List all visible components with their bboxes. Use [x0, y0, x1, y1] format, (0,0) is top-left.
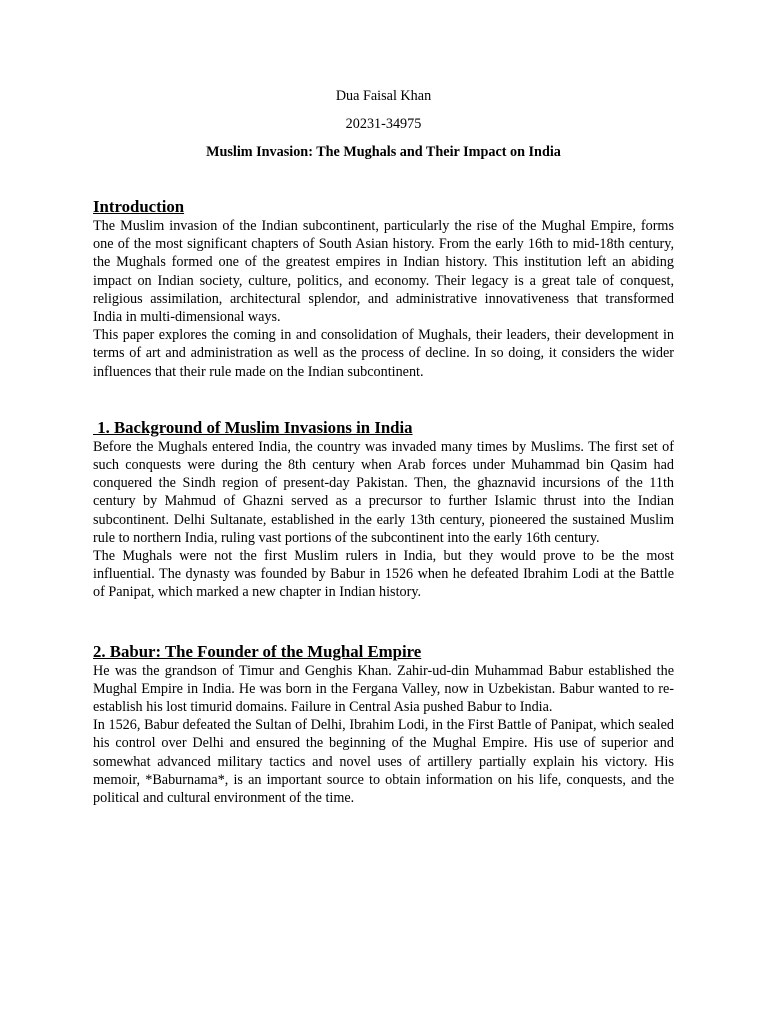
- section-heading-babur: 2. Babur: The Founder of the Mughal Empire: [93, 641, 422, 661]
- paragraph: This paper explores the coming in and consolidation of Mughals, their leaders, their development in terms of art and administration as well as the process of decline. In so doing, it considers the wider influences that their rule made on the Indian subcontinent.: [93, 327, 674, 380]
- section-background: [93, 418, 674, 602]
- document-title: Muslim Invasion: The Mughals and Their Impact on India: [206, 144, 561, 160]
- author-name: Dua Faisal Khan: [335, 88, 432, 104]
- paragraph: Before the Mughals entered India, the country was invaded many times by Muslims. The first set of such conquests were during the 8th century when Arab forces under Muhammad bin Qasim had conquered the Sindh region of present-day Pakistan. Then, the ghaznavid incursions of the 11th century by Mahmud of Ghazni served as a precursor to further Islamic thrust into the Indian subcontinent. Delhi Sultanate, established in the early 13th century, pioneered the sustained Muslim rule to northern India, ruling vast portions of the subcontinent into the early 16th century.: [93, 438, 674, 546]
- section-introduction: [93, 197, 674, 381]
- section-babur: [93, 642, 674, 808]
- paragraph: The Muslim invasion of the Indian subcontinent, particularly the rise of the Mughal Empire, forms one of the most significant chapters of South Asian history. From the early 16th to mid-18th century, the Mughals formed one of the greatest empires in Indian history. This institution left an abiding impact on Indian society, culture, politics, and economy. Their legacy is a great tale of conquest, religious assimilation, architectural splendor, and administrative innovativeness that transformed India in multi-dimensional ways.: [93, 218, 674, 326]
- paragraph: In 1526, Babur defeated the Sultan of Delhi, Ibrahim Lodi, in the First Battle of Panipat, which sealed his control over Delhi and ensured the beginning of the Mughal Empire. His use of superior and somewhat advanced military tactics and novel uses of artillery partially explain his victory. His memoir, *Baburnama*, is an important source to obtain information on his life, conquests, and the political and cultural environment of the time.: [93, 717, 674, 807]
- paragraph: He was the grandson of Timur and Genghis Khan. Zahir-ud-din Muhammad Babur established the Mughal Empire in India. He was born in the Fergana Valley, now in Uzbekistan. Babur wanted to re-establish his lost timurid domains. Failure in Central Asia pushed Babur to India.: [93, 662, 674, 716]
- student-id: 20231-34975: [345, 116, 422, 132]
- section-heading-background: 1. Background of Muslim Invasions in India: [93, 417, 413, 437]
- section-heading-introduction: Introduction: [93, 197, 185, 216]
- paragraph: The Mughals were not the first Muslim rulers in India, but they would prove to be the most influential. The dynasty was founded by Babur in 1526 when he defeated Ibrahim Lodi at the Battle of Panipat, which marked a new chapter in Indian history.: [93, 548, 674, 601]
